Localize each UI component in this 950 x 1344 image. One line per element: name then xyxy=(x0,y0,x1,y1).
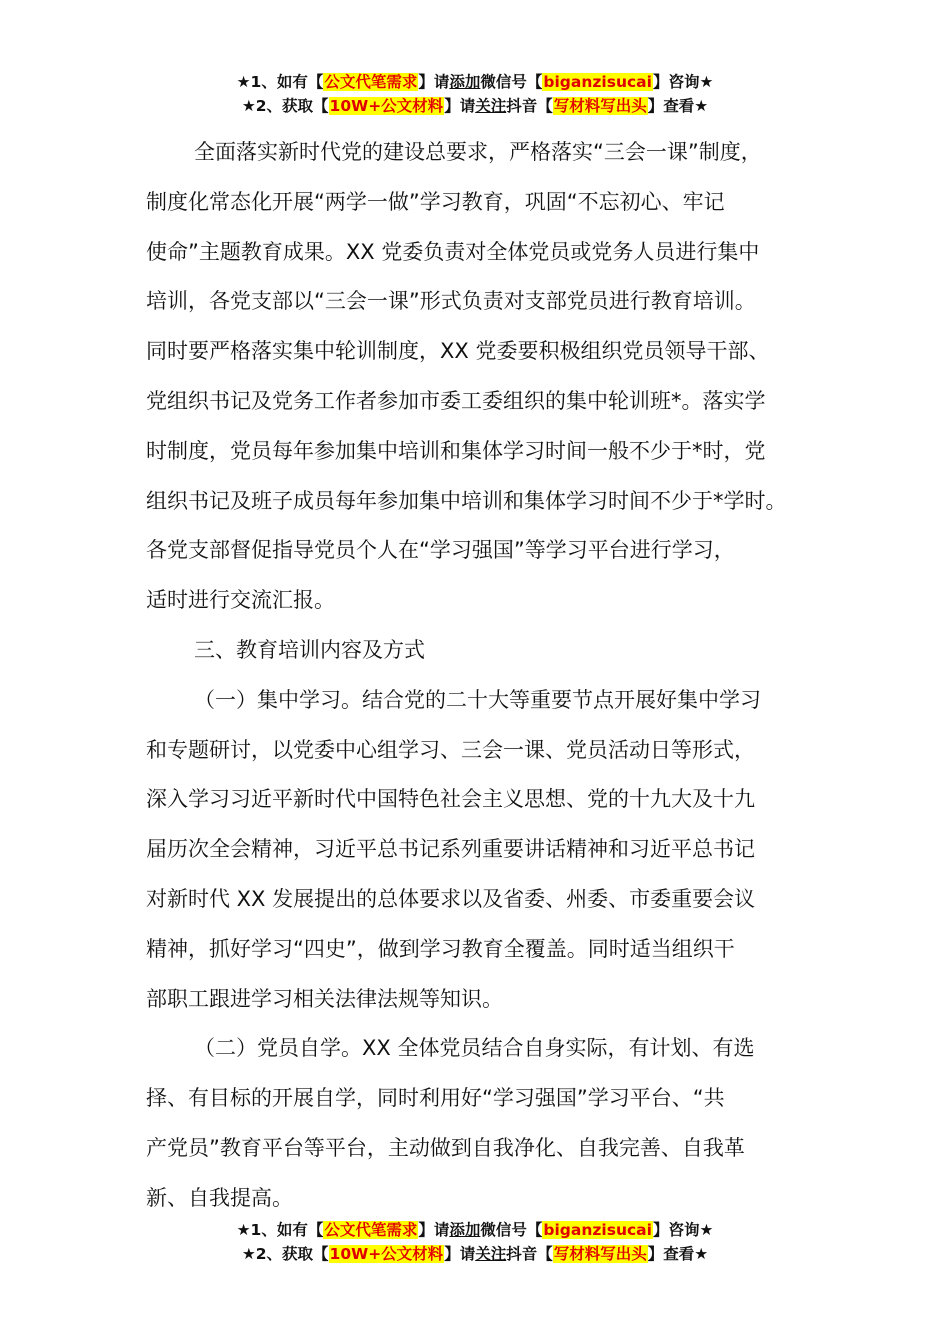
header-banner xyxy=(0,70,950,118)
footer-banner xyxy=(0,1218,950,1266)
footer-highlight-wechat-id: biganzisucai xyxy=(543,1221,652,1239)
footer-highlight-douyin: 写材料写出头 xyxy=(553,1245,647,1263)
paragraph-self-study: （二）党员自学。XX 全体党员结合自身实际，有计划、有选 择、有目标的开展自学，同时利用好“学习强国”学习平台、“共 产党员”教育平台等平台，主动做到自我净化、自我完善、自我革 新、自我提高。 xyxy=(146,1036,755,1210)
highlight-service: 公文代笔需求 xyxy=(324,73,418,91)
paragraph-training-system: 全面落实新时代党的建设总要求，严格落实“三会一课”制度， 制度化常态化开展“两学一做”学习教育，巩固“不忘初心、牢记 使命”主题教育成果。XX 党委负责对全体党员或党务人员进行集中 培训，各党支部以“三会一课”形式负责对支部党员进行教育培训。 同时要严格落实集中轮训制度，XX 党委要积极组织党员领导干部、 党组织书记及党务工作者参加市委工委组织的集中轮训班*。落实学 时制度，党员每年参加集中培训和集体学习时间一般不少于*时，党 组织书记及班子成员每年参加集中培训和集体学习时间不少于*学时。 各党支部督促指导党员个人在“学习强国”等学习平台进行学习， 适时进行交流汇报。 xyxy=(146,140,787,613)
banner-line-2: ★2、获取【10W+公文材料】请关注抖音【写材料写出头】查看★ xyxy=(241,97,709,115)
paragraph-centralized-study: （一）集中学习。结合党的二十大等重要节点开展好集中学习 和专题研讨，以党委中心组学习、三会一课、党员活动日等形式， 深入学习习近平新时代中国特色社会主义思想、党的十九大及十九 届历次全会精神，习近平总书记系列重要讲话精神和习近平总书记 对新时代 XX 发展提出的总体要求以及省委、州委、市委重要会议 精神，抓好学习“四史”，做到学习教育全覆盖。同时适当组织干 部职工跟进学习相关法律法规等知识。 xyxy=(146,687,761,1011)
footer-highlight-materials: 10W+公文材料 xyxy=(329,1245,444,1263)
footer-line-2: ★2、获取【10W+公文材料】请关注抖音【写材料写出头】查看★ xyxy=(241,1245,709,1263)
highlight-materials: 10W+公文材料 xyxy=(329,97,444,115)
banner-line-1: ★1、如有【公文代笔需求】请添加微信号【biganzisucai】咨询★ xyxy=(236,73,714,91)
highlight-wechat-id: biganzisucai xyxy=(543,73,652,91)
document-body xyxy=(146,128,826,1224)
highlight-douyin: 写材料写出头 xyxy=(553,97,647,115)
footer-highlight-service: 公文代笔需求 xyxy=(324,1221,418,1239)
footer-line-1: ★1、如有【公文代笔需求】请添加微信号【biganzisucai】咨询★ xyxy=(236,1221,714,1239)
section-heading: 三、教育培训内容及方式 xyxy=(194,637,425,662)
